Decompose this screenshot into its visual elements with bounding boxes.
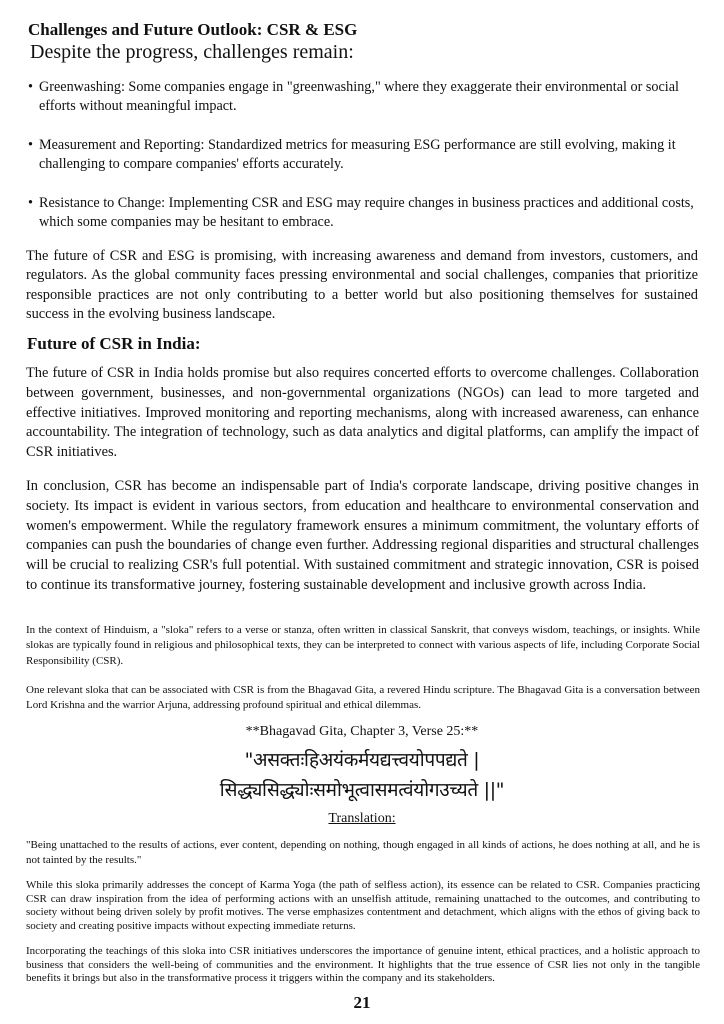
paragraph-incorporating: Incorporating the teachings of this sloka into CSR initiatives underscores the importance of genuine intent, ethical practices, and a holistic approach to business that considers the well-being of communities and the environment. It highlights that the true essence of CSR lies not only in the tangible benefits it brings but also in the transformative process it triggers within the company and its stakeholders. (26, 945, 700, 985)
challenges-list (28, 78, 696, 232)
paragraph-india-future: The future of CSR in India holds promise but also requires concerted efforts to overcome challenges. Collaboration between government, businesses, and non-governmental organizations (NGOs) can lead to more targeted and effective initiatives. Improved monitoring and reporting mechanisms, along with increased awareness, can enhance accountability. The integration of technology, such as data analytics and digital platforms, can amplify the impact of CSR initiatives. (26, 365, 699, 461)
translation-text: "Being unattached to the results of actions, ever content, depending on nothing, though engaged in all kinds of actions, he does nothing at all, and he is not tainted by the results." (26, 839, 700, 866)
paragraph-hinduism: In the context of Hinduism, a "sloka" refers to a verse or stanza, often written in classical Sanskrit, that conveys wisdom, teachings, or insights. While slokas are typically found in religious and philosophical texts, they can be interpreted to connect with various aspects of life, including Corporate Social Responsibility (CSR). (26, 624, 700, 667)
subheading: Despite the progress, challenges remain: (30, 41, 354, 63)
verse-reference: **Bhagavad Gita, Chapter 3, Verse 25:** (245, 724, 479, 739)
paragraph-conclusion: In conclusion, CSR has become an indispensable part of India's corporate landscape, driving positive changes in society. Its impact is evident in various sectors, from education and healthcare to environmental conservation and women's empowerment. While the regulatory framework ensures a minimum commitment, the voluntary efforts of companies can push the boundaries of change even further. Addressing regional disparities and structural challenges will be crucial to realizing CSR's full potential. With sustained commitment and strategic innovation, CSR is poised to continue its transformative journey, fostering sustainable development and inclusive growth across India. (26, 478, 699, 593)
translation-label: Translation: (328, 811, 396, 826)
sloka-line-2: सिद्ध्यसिद्ध्योःसमोभूत्वासमत्वंयोगउच्यते ||" (219, 779, 505, 801)
paragraph-relevant-sloka: One relevant sloka that can be associated with CSR is from the Bhagavad Gita, a revered Hindu scripture. The Bhagavad Gita is a conversation between Lord Krishna and the warrior Arjuna, addressing profound spiritual and ethical dilemmas. (26, 684, 700, 712)
list-item: • Resistance to Change: Implementing CSR and ESG may require changes in business practices and additional costs, which some companies may be hesitant to embrace. (28, 194, 696, 232)
sloka-line-1: "असक्तःहिअयंकर्मयद्यत्त्वयोपपद्यते | (244, 749, 480, 771)
list-item: • Measurement and Reporting: Standardized metrics for measuring ESG performance are still evolving, making it challenging to compare companies' efforts accurately. (28, 136, 696, 174)
page-number: 21 (353, 993, 371, 1012)
section-heading: Challenges and Future Outlook: CSR & ESG (28, 20, 358, 39)
list-item: • Greenwashing: Some companies engage in "greenwashing," where they exaggerate their environmental or social efforts without meaningful impact. (28, 78, 696, 116)
paragraph-future-esg: The future of CSR and ESG is promising, with increasing awareness and demand from investors, customers, and regulators. As the global community faces pressing environmental and social challenges, companies that prioritize responsible practices are not only contributing to a better world but also positioning themselves for sustained success in the evolving business landscape. (26, 248, 698, 322)
section-heading-india: Future of CSR in India: (27, 334, 201, 353)
paragraph-karma-yoga: While this sloka primarily addresses the concept of Karma Yoga (the path of selfless action), its essence can be related to CSR. Companies practicing CSR can draw inspiration from the idea of performing actions with an unselfish attitude, remaining unattached to the outcomes, and contributing to society without being driven solely by profit motives. The verse emphasizes contentment and detachment, which aligns with the ethos of giving back to society and creating positive impacts without expecting immediate returns. (26, 879, 700, 932)
